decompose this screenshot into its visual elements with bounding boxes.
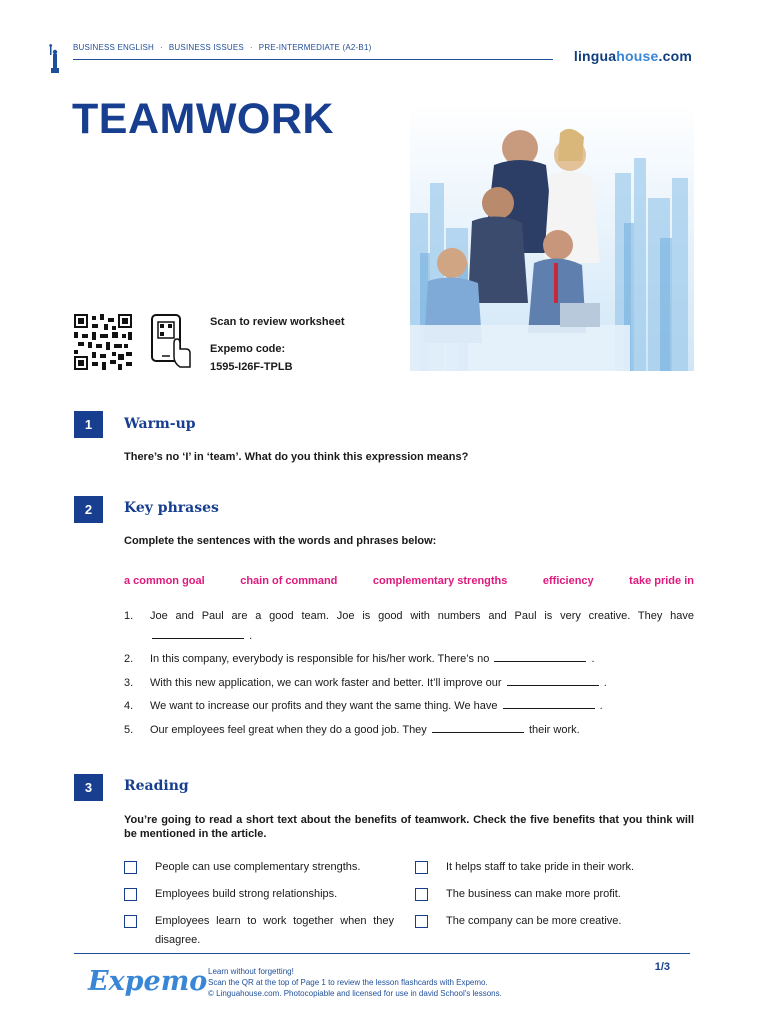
- expemo-logo[interactable]: Expemo: [88, 966, 208, 997]
- phrase: efficiency: [542, 575, 594, 587]
- phrase: complementary strengths: [372, 575, 508, 587]
- expemo-code: 1595-I26F-TPLB: [210, 361, 293, 373]
- answer-blank[interactable]: [507, 676, 599, 686]
- answer-blank[interactable]: [432, 723, 524, 733]
- footer-divider: [74, 953, 690, 954]
- answer-blank[interactable]: [494, 652, 586, 662]
- exercise-item: 4. We want to increase our profits and they want the same thing. We have .: [124, 700, 603, 712]
- checklist-item: Employees learn to work together when they disagree.: [124, 912, 394, 950]
- checkbox[interactable]: [124, 915, 137, 928]
- section-instruction: Complete the sentences with the words and phrases below:: [124, 535, 437, 547]
- checkbox[interactable]: [415, 888, 428, 901]
- exercise-item: 1. Joe and Paul are a good team. Joe is good with numbers and Paul is very creative. They have .: [124, 610, 694, 642]
- qr-code-icon[interactable]: [74, 314, 132, 370]
- header: [48, 40, 696, 70]
- section-number: 1: [74, 411, 103, 438]
- checkbox[interactable]: [124, 888, 137, 901]
- checklist-item: People can use complementary strengths.: [124, 858, 394, 877]
- checklist-item: Employees build strong relationships.: [124, 885, 394, 904]
- checkbox[interactable]: [124, 861, 137, 874]
- phrase-bank: [124, 575, 694, 587]
- breadcrumb-item[interactable]: BUSINESS ISSUES: [168, 43, 244, 52]
- page-title: TEAMWORK: [72, 95, 334, 143]
- phrase: a common goal: [124, 575, 205, 587]
- phrase: chain of command: [240, 575, 338, 587]
- team-photo: [410, 103, 694, 371]
- breadcrumb: BUSINESS ENGLISH · BUSINESS ISSUES · PRE-INTERMEDIATE (A2-B1): [73, 43, 372, 52]
- brand-logo[interactable]: linguahouse.com: [573, 48, 692, 64]
- checklist-item: The company can be more creative.: [415, 912, 685, 931]
- footer-text: Learn without forgetting! Scan the QR at the top of Page 1 to review the lesson flashcards with Expemo. © Linguahouse.com. Photocopiable and licensed for use in david School's lessons.: [208, 967, 502, 998]
- phrase: take pride in: [629, 575, 694, 587]
- exercise-item: 3. With this new application, we can work faster and better. It’ll improve our .: [124, 677, 607, 689]
- code-label: Expemo code:: [210, 343, 286, 355]
- phone-scan-icon: [150, 313, 192, 371]
- breadcrumb-item[interactable]: PRE-INTERMEDIATE (A2-B1): [258, 43, 372, 52]
- scan-instruction: Scan to review worksheet: [210, 316, 345, 328]
- header-divider: [73, 59, 553, 60]
- exercise-item: 5. Our employees feel great when they do a good job. They their work.: [124, 724, 580, 736]
- statue-of-liberty-icon: [48, 44, 62, 74]
- checkbox[interactable]: [415, 861, 428, 874]
- section-title: Warm-up: [124, 416, 196, 432]
- page-number: 1/3: [654, 961, 670, 973]
- answer-blank[interactable]: [152, 629, 244, 639]
- section-instruction: You’re going to read a short text about the benefits of teamwork. Check the five benefits that you think will be mentioned in the article.: [124, 814, 694, 840]
- section-number: 3: [74, 774, 103, 801]
- scan-info: [210, 313, 345, 385]
- breadcrumb-item[interactable]: BUSINESS ENGLISH: [73, 43, 155, 52]
- checklist-item: The business can make more profit.: [415, 885, 685, 904]
- checklist-item: It helps staff to take pride in their work.: [415, 858, 685, 877]
- section-title: Key phrases: [124, 500, 219, 516]
- checkbox[interactable]: [415, 915, 428, 928]
- section-number: 2: [74, 496, 103, 523]
- warmup-question: There’s no ‘I’ in ‘team’. What do you think this expression means?: [124, 451, 469, 463]
- exercise-item: 2. In this company, everybody is responsible for his/her work. There’s no .: [124, 653, 595, 665]
- section-title: Reading: [124, 778, 189, 794]
- answer-blank[interactable]: [503, 699, 595, 709]
